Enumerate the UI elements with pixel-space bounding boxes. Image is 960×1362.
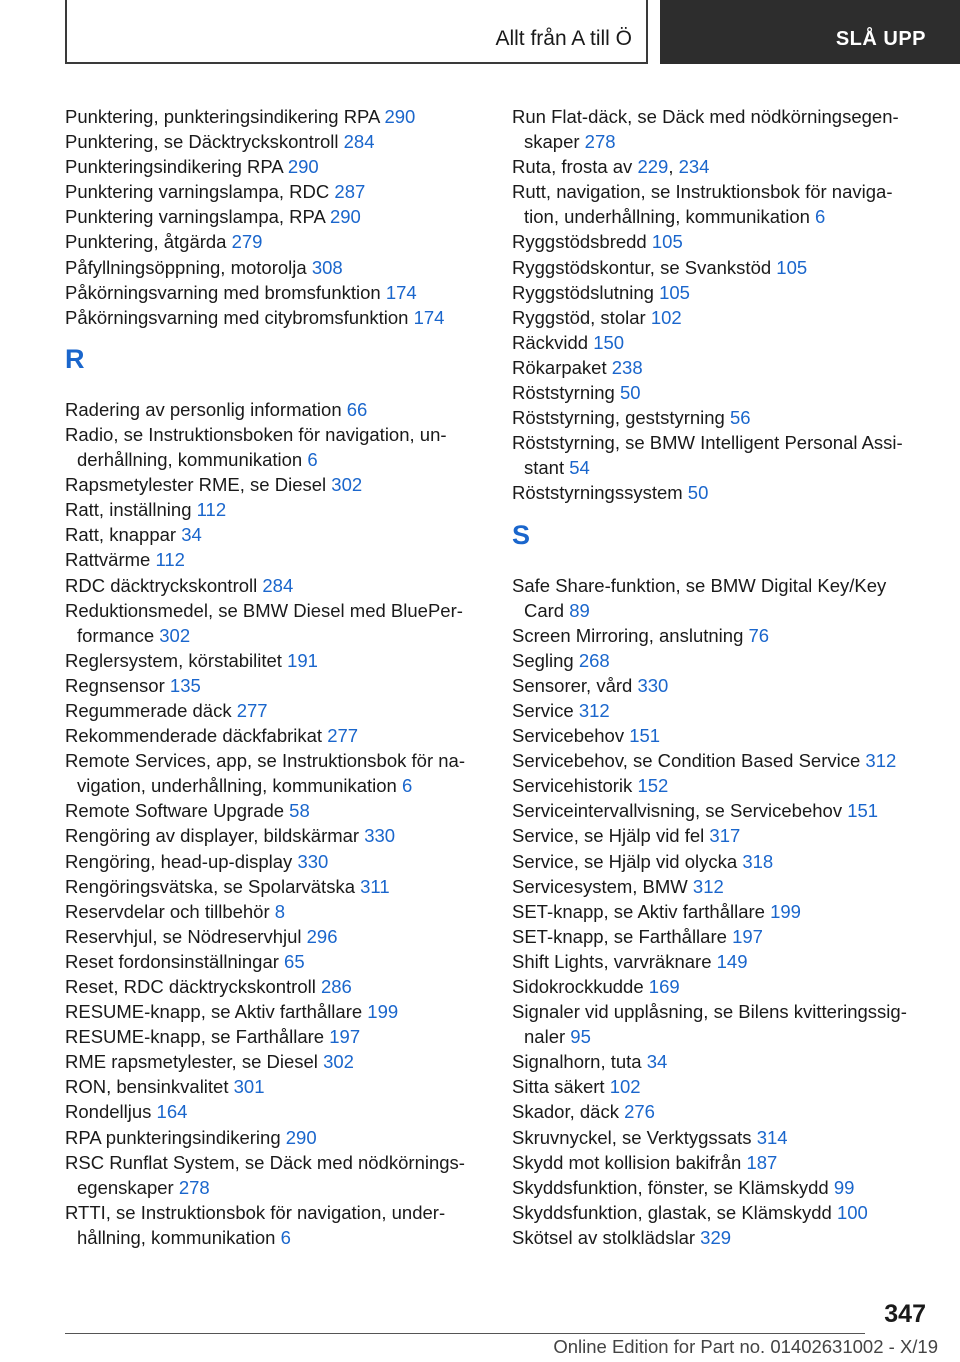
index-entry	[512, 949, 932, 974]
index-entry	[512, 1099, 932, 1124]
page-reference-link[interactable]: 312	[578, 699, 610, 721]
index-entry-text: RME rapsmetylester, se Diesel	[65, 1051, 318, 1073]
index-entry-text: Röststyrning, geststyrning	[512, 407, 725, 429]
index-entry-text: Servicehistorik	[512, 775, 633, 797]
index-entry-text: Skyddsfunktion, fönster, se Klämskydd	[512, 1176, 829, 1198]
page-reference-link[interactable]: 279	[231, 231, 263, 253]
page-reference-link[interactable]: 290	[285, 1126, 317, 1148]
page-reference-link[interactable]: 234	[678, 156, 710, 178]
index-entry-text: Segling	[512, 649, 574, 671]
index-entry-text: SET-knapp, se Farthållare	[512, 925, 727, 947]
index-entry-text: Punktering, åtgärda	[65, 231, 227, 253]
index-entry	[512, 698, 932, 723]
page-reference-link[interactable]: 102	[609, 1076, 641, 1098]
index-entry-text: Skruvnyckel, se Verktygssats	[512, 1126, 752, 1148]
page-reference-link[interactable]: 65	[284, 950, 305, 972]
index-entry	[512, 573, 932, 623]
page-number: 347	[884, 1300, 926, 1328]
page-reference-link[interactable]: 112	[155, 549, 185, 571]
page-reference-link[interactable]: 112	[196, 499, 227, 521]
index-entry-text: RESUME-knapp, se Farthållare	[65, 1026, 325, 1048]
index-entry-text: Reduktionsmedel, se BMW Diesel med BluePer- formance	[65, 599, 463, 646]
index-entry	[512, 999, 932, 1049]
index-entry-text: RESUME-knapp, se Aktiv farthållare	[65, 1001, 363, 1023]
page-reference-link[interactable]: 197	[329, 1026, 361, 1048]
page-reference-link[interactable]: 290	[384, 106, 416, 127]
index-entry-text: RON, bensinkvalitet	[65, 1076, 229, 1098]
index-entry	[512, 773, 932, 798]
page-reference-link[interactable]: 238	[611, 356, 643, 378]
page-reference-link[interactable]: 6	[815, 206, 826, 228]
page-reference-link[interactable]: 34	[181, 524, 202, 546]
index-entry-text: Ryggstöd, stolar	[512, 306, 646, 328]
index-entry-text: Reservdelar och tillbehör	[65, 900, 270, 922]
page-reference-link[interactable]: 174	[413, 306, 445, 328]
index-entry	[512, 330, 932, 355]
index-entry-text: Serviceintervallvisning, se Servicebehov	[512, 800, 843, 822]
index-entry	[65, 1125, 495, 1150]
footer-divider	[65, 1333, 865, 1334]
index-entry	[65, 397, 495, 422]
index-entry	[65, 547, 495, 572]
index-entry-text: Sidokrockkudde	[512, 976, 644, 997]
page-reference-link[interactable]: 191	[287, 649, 318, 671]
index-entry	[65, 823, 495, 848]
index-entry-text: Reservhjul, se Nödreservhjul	[65, 925, 302, 947]
index-entry	[65, 899, 495, 924]
page-reference-link[interactable]: 6	[280, 1226, 291, 1248]
index-entry-text: Påkörningsvarning med bromsfunktion	[65, 281, 381, 303]
index-entry-text: Shift Lights, varvräknare	[512, 950, 712, 972]
index-entry-text: Rondelljus	[65, 1101, 152, 1123]
index-entry	[65, 999, 495, 1024]
index-entry	[65, 723, 495, 748]
page-reference-link[interactable]: 312	[692, 875, 724, 897]
page-reference-link[interactable]: 229	[637, 156, 669, 178]
index-entry-text: Rökarpaket	[512, 356, 607, 378]
page-reference-link[interactable]: 105	[776, 256, 808, 278]
index-entry-text: Screen Mirroring, anslutning	[512, 624, 744, 646]
index-entry	[512, 480, 932, 505]
index-entry	[512, 648, 932, 673]
page-reference-link[interactable]: 135	[169, 674, 201, 696]
index-entry	[65, 748, 495, 798]
page-reference-link[interactable]: 6	[307, 449, 318, 471]
index-entry-text: Ryggstödsbredd	[512, 231, 647, 253]
page-reference-link[interactable]: 50	[619, 382, 641, 404]
page-reference-link[interactable]: 151	[847, 800, 879, 822]
page-reference-link[interactable]: 76	[748, 624, 770, 646]
page-reference-link[interactable]: 34	[646, 1051, 668, 1073]
index-entry-text: Ratt, knappar	[65, 524, 177, 546]
page-reference-link[interactable]: 151	[629, 725, 661, 747]
page-reference-link[interactable]: 278	[178, 1176, 210, 1198]
index-entry-text: Skydd mot kollision bakifrån	[512, 1151, 742, 1173]
index-entry	[65, 849, 495, 874]
page-reference-link[interactable]: 199	[770, 900, 801, 922]
index-entry	[512, 798, 932, 823]
index-entry	[512, 280, 932, 305]
index-entry-text: Service	[512, 699, 574, 721]
index-entry: Ruta, frosta av 229, 234	[512, 156, 710, 178]
page-reference-link[interactable]: 50	[687, 482, 709, 504]
index-entry	[65, 522, 495, 547]
page-reference-link[interactable]: 164	[156, 1101, 188, 1123]
page-reference-link[interactable]: 330	[364, 825, 396, 847]
index-entry	[65, 422, 495, 472]
index-entry-text: Påkörningsvarning med citybromsfunktion	[65, 306, 409, 328]
index-entry	[512, 104, 932, 154]
index-entry	[65, 280, 495, 305]
page-reference-link[interactable]: 100	[836, 1201, 868, 1223]
index-entry-text: Reset, RDC däcktryckskontroll	[65, 976, 316, 997]
index-entry-text: Servicebehov	[512, 725, 625, 747]
index-entry-text: Radering av personlig information	[65, 398, 342, 420]
page-reference-link[interactable]: 187	[746, 1151, 778, 1173]
index-entry	[65, 648, 495, 673]
page-reference-link[interactable]: 152	[637, 775, 669, 797]
index-entry-text: Punktering, punkteringsindikering RPA	[65, 106, 380, 127]
index-entry-text: Skötsel av stolklädslar	[512, 1226, 696, 1248]
index-entry	[65, 104, 495, 129]
index-entry	[65, 1074, 495, 1099]
index-entry	[512, 405, 932, 430]
page-reference-link[interactable]: 290	[329, 206, 361, 228]
index-entry-text: Rengöring av displayer, bildskärmar	[65, 825, 360, 847]
index-entry	[512, 255, 932, 280]
index-entry-text: Ratt, inställning	[65, 499, 192, 521]
page-reference-link[interactable]: 8	[274, 900, 286, 922]
page-reference-link[interactable]: 197	[732, 925, 763, 947]
index-entry	[512, 430, 932, 480]
index-entry	[512, 723, 932, 748]
index-entry	[512, 1225, 932, 1250]
index-entry-text: Reglersystem, körstabilitet	[65, 649, 282, 671]
page-reference-link[interactable]: 66	[346, 398, 368, 420]
top-navigation	[0, 0, 960, 66]
index-entry	[512, 1175, 932, 1200]
page-reference-link[interactable]: 169	[648, 976, 680, 997]
index-section-letter: S	[512, 519, 531, 550]
page-reference-link[interactable]: 89	[569, 599, 590, 621]
index-entry	[512, 1074, 932, 1099]
index-entry	[512, 874, 932, 899]
page-reference-link[interactable]: 102	[650, 306, 682, 328]
index-entry	[65, 255, 495, 280]
page-reference-link[interactable]: 317	[709, 825, 741, 847]
page-reference-link[interactable]: 54	[569, 457, 590, 479]
page-reference-link[interactable]: 330	[637, 674, 669, 696]
index-entry-text: Röststyrningssystem	[512, 482, 683, 504]
index-entry	[512, 305, 932, 330]
index-entry	[512, 823, 932, 848]
index-entry-text: Punktering, se Däcktryckskontroll	[65, 131, 339, 153]
page-reference-link[interactable]: 286	[320, 976, 352, 997]
index-entry-text: Servicebehov, se Condition Based Service	[512, 750, 861, 772]
index-entry	[65, 497, 495, 522]
index-entry	[512, 673, 932, 698]
index-entry	[65, 179, 495, 204]
page-reference-link[interactable]: 278	[584, 131, 616, 153]
index-entry	[65, 1099, 495, 1124]
page-reference-link[interactable]: 301	[233, 1076, 265, 1098]
index-section-letter: R	[65, 343, 85, 374]
page-reference-link[interactable]: 318	[742, 850, 774, 872]
index-entry	[65, 974, 495, 999]
page-reference-link[interactable]: 311	[360, 875, 390, 897]
page-reference-link[interactable]: 56	[729, 407, 751, 429]
index-entry	[65, 1150, 495, 1200]
index-entry	[65, 598, 495, 648]
page-reference-link[interactable]: 302	[331, 474, 363, 496]
index-entry	[65, 924, 495, 949]
page-reference-link[interactable]: 302	[159, 624, 191, 646]
index-entry	[65, 229, 495, 254]
index-entry	[65, 472, 495, 497]
index-entry	[65, 573, 495, 598]
page-reference-link[interactable]: 150	[593, 331, 625, 353]
index-entry	[65, 949, 495, 974]
index-entry-text: Reset fordonsinställningar	[65, 950, 279, 972]
index-entry-text: Ryggstödskontur, se Svankstöd	[512, 256, 772, 278]
page-reference-link[interactable]: 296	[306, 925, 338, 947]
index-entry-text: Servicesystem, BMW	[512, 875, 688, 897]
index-entry	[512, 1200, 932, 1225]
index-entry	[512, 623, 932, 648]
index-entry-text: Service, se Hjälp vid olycka	[512, 850, 738, 872]
index-entry-text: Ruta, frosta av	[512, 156, 633, 178]
page-reference-link[interactable]: 330	[297, 850, 329, 872]
index-entry-text: RPA punkteringsindikering	[65, 1126, 281, 1148]
index-entry-text: Punktering varningslampa, RPA	[65, 206, 325, 228]
page-reference-link[interactable]: 287	[334, 181, 366, 203]
index-entry-text: Run Flat-däck, se Däck med nödkörningsegen- skaper	[512, 106, 899, 153]
page-reference-link[interactable]: 105	[651, 231, 683, 253]
index-entry	[65, 1049, 495, 1074]
index-entry-text: Röststyrning, se BMW Intelligent Personal Assi- stant	[512, 432, 903, 479]
index-entry	[65, 698, 495, 723]
index-entry-text: Remote Software Upgrade	[65, 800, 285, 822]
index-entry-text: Rekommenderade däckfabrikat	[65, 725, 323, 747]
page-reference-link[interactable]: 284	[343, 131, 375, 153]
index-entry-text: Regummerade däck	[65, 699, 232, 721]
index-entry	[512, 849, 932, 874]
index-entry	[65, 673, 495, 698]
index-column-right	[512, 104, 932, 1250]
index-entry	[65, 798, 495, 823]
index-entry-text: SET-knapp, se Aktiv farthållare	[512, 900, 765, 922]
index-entry	[512, 1125, 932, 1150]
index-entry-text: Rutt, navigation, se Instruktionsbok för naviga- tion, underhållning, kommunikation	[512, 181, 893, 228]
index-entry-text: Punktering varningslampa, RDC	[65, 181, 330, 203]
page-reference-link[interactable]: 58	[289, 800, 310, 822]
index-entry-text: RSC Runflat System, se Däck med nödkörnings- egenskaper	[65, 1151, 465, 1198]
index-entry	[512, 924, 932, 949]
page-reference-link[interactable]: 284	[262, 574, 294, 596]
page-reference-link[interactable]: 199	[367, 1001, 399, 1023]
index-entry-text: Service, se Hjälp vid fel	[512, 825, 705, 847]
index-entry-text: Radio, se Instruktionsboken för navigation, un- derhållning, kommunikation	[65, 423, 447, 471]
page-reference-link[interactable]: 312	[865, 750, 897, 772]
page-reference-link[interactable]: 314	[756, 1126, 788, 1148]
a-to-z-tab[interactable]	[65, 0, 648, 64]
index-entry	[512, 380, 932, 405]
index-entry-text: Punkteringsindikering RPA	[65, 156, 283, 178]
index-entry	[512, 1150, 932, 1175]
index-entry-text: RTTI, se Instruktionsbok för navigation, under- hållning, kommunikation	[65, 1201, 446, 1248]
index-entry-text: Sensorer, vård	[512, 674, 633, 696]
index-column-left	[65, 104, 495, 1250]
page-reference-link[interactable]: 268	[578, 649, 610, 671]
look-up-tab-label: SLÅ UPP	[835, 28, 926, 50]
index-entry-text: Signaler vid upplåsning, se Bilens kvitteringssig- naler	[512, 1001, 907, 1048]
footer-edition-text: Online Edition for Part no. 01402631002 - X/19	[553, 1336, 938, 1357]
page-reference-link[interactable]: 277	[327, 725, 359, 747]
index-entry	[65, 874, 495, 899]
index-entry	[65, 1200, 495, 1250]
index-entry	[512, 229, 932, 254]
page-reference-link[interactable]: 290	[287, 156, 319, 178]
page-reference-link[interactable]: 99	[833, 1176, 855, 1198]
page-reference-link[interactable]: 329	[700, 1226, 732, 1248]
page-reference-link[interactable]: 276	[624, 1101, 655, 1123]
index-entry	[512, 179, 932, 229]
a-to-z-tab-label: Allt från A till Ö	[495, 27, 632, 50]
index-entry-text: Skador, däck	[512, 1101, 619, 1123]
page-reference-link[interactable]: 302	[323, 1051, 354, 1073]
page-reference-link[interactable]: 277	[236, 699, 268, 721]
index-entry-text: Regnsensor	[65, 674, 165, 696]
index-entry-text: Rengöring, head-up-display	[65, 850, 293, 872]
index-entry	[65, 129, 495, 154]
page-reference-link[interactable]: 174	[385, 281, 417, 303]
index-entry-text: Skyddsfunktion, glastak, se Klämskydd	[512, 1201, 832, 1223]
index-entry-text: Signalhorn, tuta	[512, 1051, 642, 1073]
index-entry	[512, 748, 932, 773]
index-entry	[512, 899, 932, 924]
index-entry-text: Rattvärme	[65, 549, 151, 571]
index-entry-text: Safe Share-funktion, se BMW Digital Key/Key Card	[512, 574, 887, 621]
page-reference-link[interactable]: 308	[311, 256, 343, 278]
index-entry-text: Sitta säkert	[512, 1076, 605, 1098]
index-entry-text: Ryggstödslutning	[512, 281, 654, 303]
index-entry-text: Rapsmetylester RME, se Diesel	[65, 474, 327, 496]
index-entry	[512, 1049, 932, 1074]
index-entry-text: Räckvidd	[512, 331, 589, 353]
page-reference-link[interactable]: 95	[570, 1026, 591, 1048]
look-up-tab[interactable]	[660, 0, 960, 64]
page-reference-link[interactable]: 105	[659, 281, 690, 303]
index-entry-text: Rengöringsvätska, se Spolarvätska	[65, 875, 355, 897]
index-entry	[65, 1024, 495, 1049]
index-entry	[65, 154, 495, 179]
index-entry-text: Röststyrning	[512, 382, 615, 404]
index-entry-text: RDC däcktryckskontroll	[65, 574, 258, 596]
page-reference-link[interactable]: 6	[401, 775, 413, 797]
index-entry-text: Remote Services, app, se Instruktionsbok för na- vigation, underhållning, kommunikation	[65, 750, 465, 797]
index-entry	[512, 355, 932, 380]
index-entry	[512, 974, 932, 999]
index-entry	[65, 305, 495, 330]
page-reference-link[interactable]: 149	[716, 950, 748, 972]
index-entry	[65, 204, 495, 229]
index-entry-text: Påfyllningsöppning, motorolja	[65, 256, 307, 278]
